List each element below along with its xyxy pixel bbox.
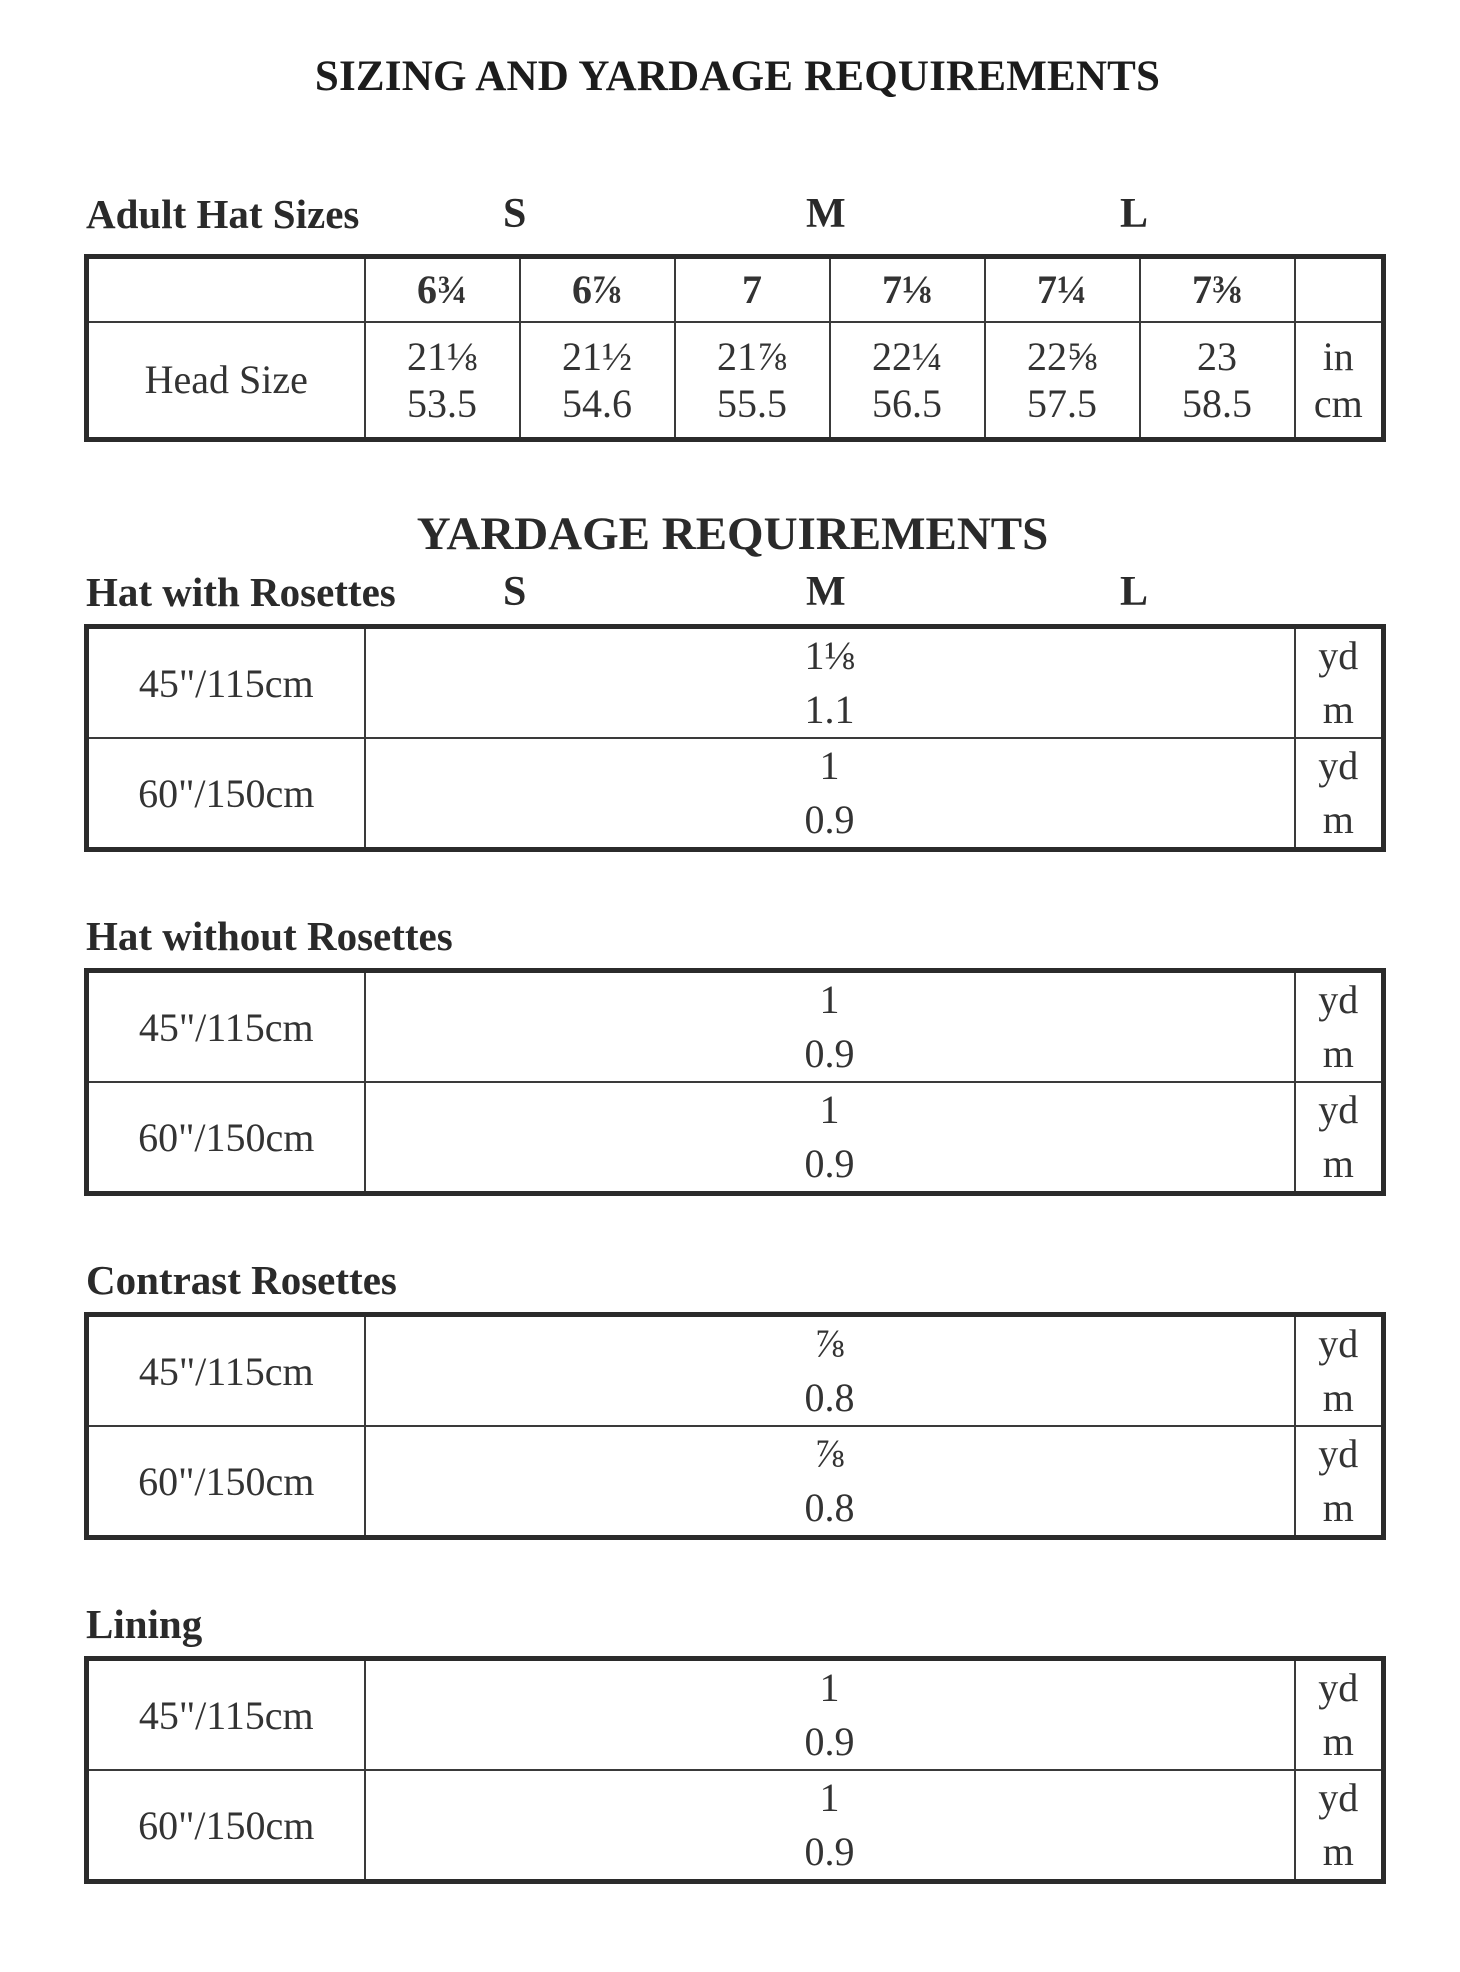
section-title-hat-without-rosettes: Hat without Rosettes (86, 913, 453, 959)
unit-m: m (1322, 1485, 1354, 1530)
head-size-cell (675, 322, 830, 440)
table-row (87, 971, 1384, 1083)
table-row (87, 1426, 1384, 1538)
size-letter-s: S (503, 569, 527, 615)
yardage-yd: 1 (819, 977, 840, 1022)
empty-header-cell (87, 257, 365, 322)
head-size-cell (985, 322, 1140, 440)
fabric-width-label: 45"/115cm (87, 627, 365, 739)
yardage-yd: 1⅛ (804, 633, 855, 678)
yardage-yd: 1 (819, 1665, 840, 1710)
unit-yd: yd (1318, 633, 1359, 678)
head-size-cm: 54.6 (562, 380, 632, 426)
unit-yd: yd (1318, 743, 1359, 788)
yardage-table-hat-without-rosettes (84, 968, 1386, 1196)
table-row (87, 1082, 1384, 1194)
yardage-m: 0.9 (804, 797, 855, 842)
hat-size-cell: 7 (675, 257, 830, 322)
yardage-m: 1.1 (804, 687, 855, 732)
unit-cell (1295, 1082, 1384, 1194)
unit-cell (1295, 1770, 1384, 1882)
table-row (87, 1659, 1384, 1771)
page-title: SIZING AND YARDAGE REQUIREMENTS (314, 53, 1161, 100)
head-size-in: 21⅞ (717, 333, 787, 379)
unit-cell (1295, 738, 1384, 850)
unit-yd: yd (1318, 1431, 1359, 1476)
unit-cell (1295, 971, 1384, 1083)
unit-yd: yd (1318, 1321, 1359, 1366)
yardage-yd: 1 (819, 1775, 840, 1820)
hat-size-cell: 7¼ (985, 257, 1140, 322)
unit-in: in (1322, 333, 1354, 379)
hat-size-cell: 6⅞ (520, 257, 675, 322)
yardage-value-cell (365, 627, 1295, 739)
yardage-value-cell (365, 1426, 1295, 1538)
unit-m: m (1322, 1829, 1354, 1874)
yardage-m: 0.8 (804, 1485, 855, 1530)
yardage-value-cell (365, 971, 1295, 1083)
yardage-value-cell (365, 1770, 1295, 1882)
size-letter-s: S (503, 191, 527, 237)
yardage-m: 0.9 (804, 1141, 855, 1186)
fabric-width-label: 45"/115cm (87, 971, 365, 1083)
fabric-width-label: 60"/150cm (87, 738, 365, 850)
size-letter-l: L (1120, 191, 1149, 237)
unit-m: m (1322, 1719, 1354, 1764)
unit-yd: yd (1318, 977, 1359, 1022)
yardage-yd: ⅞ (814, 1321, 845, 1366)
fabric-width-label: 60"/150cm (87, 1426, 365, 1538)
yardage-m: 0.9 (804, 1031, 855, 1076)
head-size-table (84, 254, 1386, 442)
table-row (87, 1315, 1384, 1427)
unit-cell (1295, 1659, 1384, 1771)
yardage-table-contrast-rosettes (84, 1312, 1386, 1540)
unit-yd: yd (1318, 1087, 1359, 1132)
section-title-hat-with-rosettes: Hat with Rosettes (86, 569, 396, 615)
head-size-in: 22⅝ (1027, 333, 1097, 379)
yardage-yd: ⅞ (814, 1431, 845, 1476)
head-size-cm: 57.5 (1027, 380, 1097, 426)
yardage-m: 0.9 (804, 1829, 855, 1874)
table-row (87, 627, 1384, 739)
head-size-cm: 56.5 (872, 380, 942, 426)
head-size-cell (830, 322, 985, 440)
fabric-width-label: 60"/150cm (87, 1770, 365, 1882)
hat-size-cell: 6¾ (365, 257, 520, 322)
hat-size-cell: 7⅜ (1140, 257, 1295, 322)
yardage-yd: 1 (819, 1087, 840, 1132)
unit-m: m (1322, 1141, 1354, 1186)
yardage-value-cell (365, 1315, 1295, 1427)
size-header-row (87, 257, 1384, 322)
head-size-cell (365, 322, 520, 440)
empty-header-cell (1295, 257, 1384, 322)
head-size-in: 22¼ (872, 333, 942, 379)
head-size-label: Head Size (87, 322, 365, 440)
yardage-yd: 1 (819, 743, 840, 788)
fabric-width-label: 45"/115cm (87, 1659, 365, 1771)
unit-yd: yd (1318, 1775, 1359, 1820)
unit-cell (1295, 1315, 1384, 1427)
yardage-value-cell (365, 738, 1295, 850)
head-size-in: 21⅛ (407, 333, 477, 379)
yardage-table-hat-with-rosettes (84, 624, 1386, 852)
unit-yd: yd (1318, 1665, 1359, 1710)
head-size-row (87, 322, 1384, 440)
unit-m: m (1322, 1031, 1354, 1076)
head-size-cm: 53.5 (407, 380, 477, 426)
fabric-width-label: 60"/150cm (87, 1082, 365, 1194)
head-size-cell (520, 322, 675, 440)
yardage-title: YARDAGE REQUIREMENTS (416, 508, 1049, 560)
unit-cell (1295, 1426, 1384, 1538)
yardage-value-cell (365, 1659, 1295, 1771)
size-letter-m: M (806, 569, 846, 615)
hat-size-cell: 7⅛ (830, 257, 985, 322)
yardage-m: 0.9 (804, 1719, 855, 1764)
table-row (87, 738, 1384, 850)
unit-m: m (1322, 687, 1354, 732)
section-title-contrast-rosettes: Contrast Rosettes (86, 1257, 397, 1303)
size-letter-m: M (806, 191, 846, 237)
section-title-lining: Lining (86, 1601, 203, 1647)
fabric-width-label: 45"/115cm (87, 1315, 365, 1427)
unit-m: m (1322, 1375, 1354, 1420)
table-row (87, 1770, 1384, 1882)
head-size-in: 21½ (562, 333, 632, 379)
size-letter-l: L (1120, 569, 1149, 615)
yardage-table-lining (84, 1656, 1386, 1884)
unit-m: m (1322, 797, 1354, 842)
head-size-cell (1140, 322, 1295, 440)
yardage-m: 0.8 (804, 1375, 855, 1420)
unit-cm: cm (1313, 380, 1363, 426)
head-size-cm: 55.5 (717, 380, 787, 426)
head-size-cm: 58.5 (1182, 380, 1252, 426)
unit-cell (1295, 627, 1384, 739)
head-size-in: 23 (1197, 333, 1237, 379)
adult-hat-sizes-heading: Adult Hat Sizes (86, 191, 360, 237)
unit-cell (1295, 322, 1384, 440)
yardage-value-cell (365, 1082, 1295, 1194)
